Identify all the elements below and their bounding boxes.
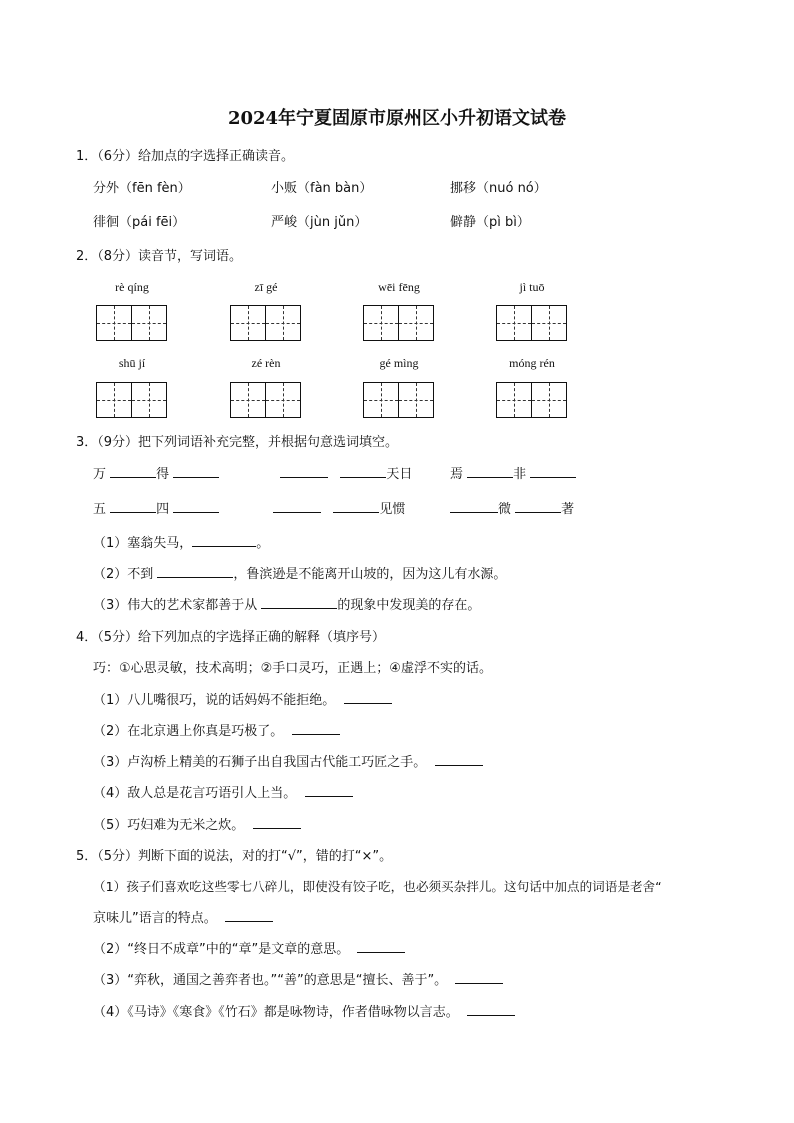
fill-blank[interactable] — [192, 533, 256, 547]
writing-grid[interactable] — [96, 382, 167, 418]
q4-item — [93, 782, 353, 801]
pinyin-label: rè qíng — [115, 280, 149, 294]
q3-sentence-2 — [93, 563, 506, 582]
idiom-row-1a — [93, 463, 219, 482]
pinyin-label: jì tuō — [519, 280, 545, 294]
fill-blank[interactable] — [530, 464, 576, 478]
fill-blank[interactable] — [450, 499, 498, 513]
q4-item — [93, 720, 340, 739]
fill-blank[interactable] — [225, 908, 273, 922]
writing-grid[interactable] — [363, 305, 434, 341]
idiom-char: 非 — [513, 467, 527, 482]
q3-sentence-3 — [93, 594, 480, 613]
q1-item: 徘徊（pái fēi） — [93, 215, 186, 230]
q1-item: 分外（fēn fèn） — [93, 181, 191, 196]
writing-grid[interactable] — [363, 382, 434, 418]
sentence-text: （2）不到 — [93, 567, 154, 582]
fill-blank[interactable] — [273, 499, 321, 513]
sentence-text: （1）塞翁失马， — [93, 536, 193, 551]
item-text: （5）巧妇难为无米之炊。 — [93, 818, 245, 833]
q5-item — [93, 1001, 515, 1020]
q4-item — [93, 814, 301, 833]
idiom-char: 焉 — [450, 467, 464, 482]
fill-blank[interactable] — [305, 783, 353, 797]
idiom-char: 见惯 — [379, 502, 406, 517]
fill-blank[interactable] — [340, 464, 386, 478]
q1-item: 挪移（nuó nó） — [450, 181, 547, 196]
sentence-text: 的现象中发现美的存在。 — [337, 598, 481, 613]
fill-blank[interactable] — [467, 464, 513, 478]
fill-blank[interactable] — [333, 499, 379, 513]
sentence-text: 。 — [256, 536, 270, 551]
pinyin-label: shū jí — [118, 356, 146, 370]
idiom-row-2a — [93, 498, 219, 517]
item-text: （4）《马诗》《寒食》《竹石》都是咏物诗，作者借咏物以言志。 — [93, 1005, 459, 1020]
idiom-char: 著 — [561, 502, 575, 517]
writing-grid[interactable] — [96, 305, 167, 341]
pinyin-label: gé mìng — [379, 356, 419, 370]
fill-blank[interactable] — [292, 721, 340, 735]
item-text: （1）八儿嘴很巧，说的话妈妈不能拒绝。 — [93, 693, 336, 708]
writing-grid[interactable] — [230, 382, 301, 418]
q2-stem: 2．（8分）读音节，写词语。 — [76, 249, 243, 264]
q4-item — [93, 689, 392, 708]
idiom-row-2b — [273, 498, 405, 517]
fill-blank[interactable] — [515, 499, 561, 513]
sentence-text: （3）伟大的艺术家都善于从 — [93, 598, 258, 613]
idiom-char: 五 — [93, 502, 107, 517]
pinyin-label: zī gé — [254, 280, 278, 294]
idiom-char: 万 — [93, 467, 107, 482]
fill-blank[interactable] — [357, 939, 405, 953]
item-text: （4）敌人总是花言巧语引人上当。 — [93, 786, 297, 801]
item-text: 京味儿”语言的特点。 — [93, 911, 217, 926]
writing-grid[interactable] — [230, 305, 301, 341]
pinyin-label: zé rèn — [251, 356, 281, 370]
item-text: （3）“弈秋，通国之善弈者也。”“善”的意思是“擅长、善于”。 — [93, 973, 448, 988]
q5-item-1-line-1: （1）孩子们喜欢吃这些零七八碎儿，即使没有饺子吃，也必须买杂拌儿。这句话中加点的词语是老舍“ — [93, 879, 662, 894]
fill-blank[interactable] — [110, 464, 156, 478]
q4-definitions: 巧：①心思灵敏，技术高明；②手口灵巧，正遇上；④虚浮不实的话。 — [93, 661, 492, 676]
item-text: （2）在北京遇上你真是巧极了。 — [93, 724, 284, 739]
idiom-char: 天日 — [386, 467, 413, 482]
idiom-char: 四 — [156, 502, 170, 517]
fill-blank[interactable] — [173, 464, 219, 478]
idiom-row-1c — [450, 463, 576, 482]
item-text: （3）卢沟桥上精美的石狮子出自我国古代能工巧匠之手。 — [93, 755, 427, 770]
q3-stem: 3．（9分）把下列词语补充完整，并根据句意选词填空。 — [76, 435, 399, 450]
q4-item — [93, 751, 483, 770]
q5-item — [93, 938, 405, 957]
item-text: （2）“终日不成章”中的“章”是文章的意思。 — [93, 942, 350, 957]
idiom-row-2c — [450, 498, 574, 517]
fill-blank[interactable] — [280, 464, 328, 478]
fill-blank[interactable] — [344, 690, 392, 704]
fill-blank[interactable] — [157, 564, 233, 578]
idiom-char: 微 — [498, 502, 512, 517]
fill-blank[interactable] — [435, 752, 483, 766]
pinyin-label: wēi fēng — [378, 280, 420, 294]
fill-blank[interactable] — [261, 595, 337, 609]
fill-blank[interactable] — [110, 499, 156, 513]
writing-grid[interactable] — [496, 305, 567, 341]
q4-stem: 4．（5分）给下列加点的字选择正确的解释（填序号） — [76, 630, 386, 645]
sentence-text: ，鲁滨逊是不能离开山坡的，因为这儿有水源。 — [233, 567, 507, 582]
q1-item: 小贩（fàn bàn） — [271, 181, 373, 196]
fill-blank[interactable] — [467, 1002, 515, 1016]
q5-item-1-line-2 — [93, 907, 273, 926]
q1-item: 严峻（jùn jǔn） — [271, 215, 368, 230]
idiom-row-1b — [280, 463, 412, 482]
page-title: 2024年宁夏固原市原州区小升初语文试卷 — [227, 108, 567, 129]
q3-sentence-1 — [93, 532, 269, 551]
fill-blank[interactable] — [253, 815, 301, 829]
q5-stem: 5．（5分）判断下面的说法，对的打“√”，错的打“×”。 — [76, 849, 393, 864]
fill-blank[interactable] — [173, 499, 219, 513]
fill-blank[interactable] — [455, 970, 503, 984]
writing-grid[interactable] — [496, 382, 567, 418]
pinyin-label: móng rén — [509, 356, 555, 370]
q5-item — [93, 969, 503, 988]
q1-stem: 1．（6分）给加点的字选择正确读音。 — [76, 149, 295, 164]
idiom-char: 得 — [156, 467, 170, 482]
q1-item: 僻静（pì bì） — [450, 215, 530, 230]
